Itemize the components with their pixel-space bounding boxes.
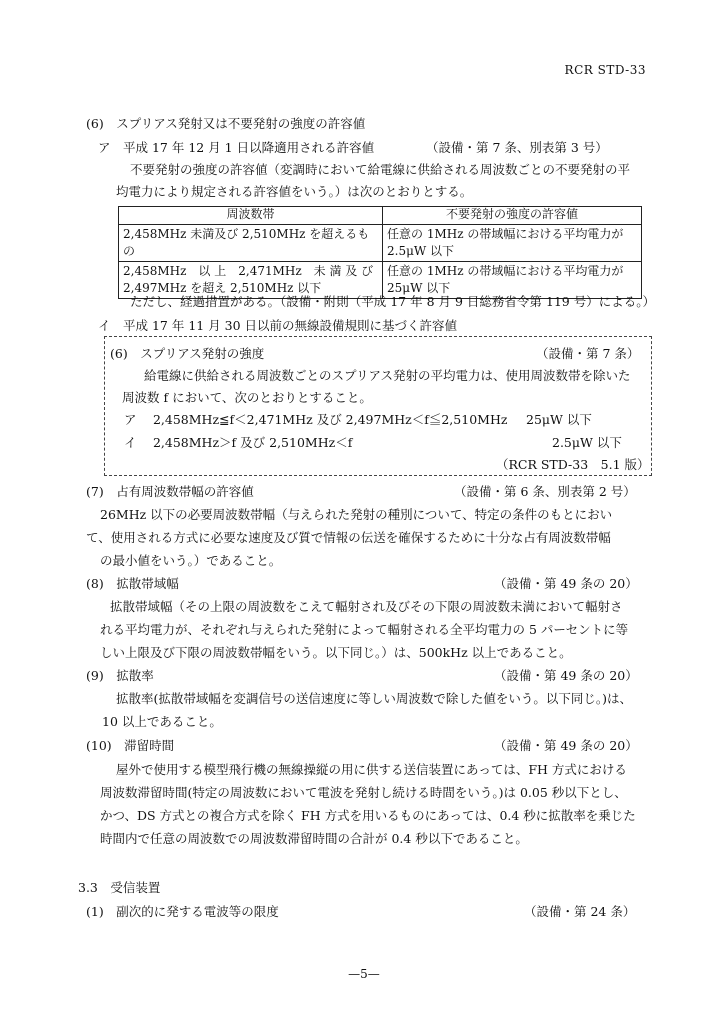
box-title: (6) スプリアス発射の強度: [110, 346, 265, 361]
section-10-paragraph-line: 周波数滞留時間(特定の周波数において電波を発射し続ける時間をいう。)は 0.05 秒以下とし、: [100, 785, 627, 800]
table-cell-line: 2.5μW 以下: [387, 244, 455, 258]
section-10-paragraph-line: かつ、DS 方式との複合方式を除く FH 方式を用いるものにあっては、0.4 秒に拡散率を乗じた: [100, 808, 636, 823]
box-list-item-value: 2.5μW 以下: [552, 435, 622, 450]
document-id-header: RCR STD-33: [564, 63, 646, 77]
table-cell-line: 任意の 1MHz の帯域幅における平均電力が: [387, 227, 624, 241]
section-3-3-item-1-reference: （設備・第 24 条）: [524, 904, 636, 919]
table-row: [119, 225, 642, 262]
section-10-reference: （設備・第 49 条の 20）: [494, 738, 638, 753]
emission-limit-table: [118, 206, 642, 299]
section-6a-paragraph-line: 均電力により規定される許容値をいう。）は次のとおりとする。: [116, 184, 473, 199]
table-cell-line: 2,458MHz 未満及び 2,510MHz を超えるも: [123, 227, 370, 241]
box-list-item: イ 2,458MHz＞f 及び 2,510MHz＜f: [124, 435, 353, 450]
box-list-item-value: 25μW 以下: [526, 412, 592, 427]
table-cell: [119, 262, 383, 299]
table-header-row: [119, 207, 642, 225]
section-10-paragraph-line: 時間内で任意の周波数での周波数滞留時間の合計が 0.4 秒以下であること。: [100, 831, 528, 846]
section-7-title: (7) 占有周波数帯幅の許容値: [86, 484, 254, 499]
section-9-title: (9) 拡散率: [86, 668, 154, 683]
section-7-paragraph-line: 26MHz 以下の必要周波数帯幅（与えられた発射の種別について、特定の条件のもとにおい: [100, 507, 613, 522]
table-cell: [383, 262, 642, 299]
section-6a-reference: （設備・第 7 条、別表第 3 号）: [426, 140, 608, 155]
table-header-frequency-band: 周波数帯: [119, 207, 383, 225]
section-6a-note: ただし、経過措置がある。（設備・附則（平成 17 年 8 月 9 日総務省令第 119 号）による。）: [130, 294, 655, 309]
section-3-3-title: 3.3 受信装置: [78, 880, 161, 895]
section-7-reference: （設備・第 6 条、別表第 2 号）: [454, 484, 636, 499]
section-7-paragraph-line: の最小値をいう。）であること。: [100, 553, 282, 568]
section-9-reference: （設備・第 49 条の 20）: [494, 668, 638, 683]
section-6-heading: (6) スプリアス発射又は不要発射の強度の許容値: [86, 116, 366, 131]
section-8-paragraph-line: れる平均電力が、それぞれ与えられた発射によって輻射される全平均電力の 5 パーセントに等: [100, 622, 629, 637]
section-6a-title: ア 平成 17 年 12 月 1 日以降適用される許容値: [98, 140, 375, 155]
table-cell-line: 2,497MHz を超え 2,510MHz 以下: [123, 281, 322, 295]
table-row: [119, 262, 642, 299]
table-cell: [383, 225, 642, 262]
box-reference: （設備・第 7 条）: [536, 346, 640, 361]
page-number: —5—: [348, 967, 380, 981]
section-10-paragraph-line: 屋外で使用する模型飛行機の無線操縦の用に供する送信装置にあっては、FH 方式における: [116, 762, 627, 777]
box-list-item: ア 2,458MHz≦f＜2,471MHz 及び 2,497MHz＜f≦2,510MHz: [124, 412, 508, 427]
table-cell: [119, 225, 383, 262]
section-8-reference: （設備・第 49 条の 20）: [494, 576, 638, 591]
table-header-emission-limit: 不要発射の強度の許容値: [383, 207, 642, 225]
section-10-title: (10) 滞留時間: [86, 738, 175, 753]
section-9-paragraph-line: 拡散率(拡散帯域幅を変調信号の送信速度に等しい周波数で除した値をいう。以下同じ。)は、: [116, 691, 633, 706]
section-8-paragraph-line: 拡散帯域幅（その上限の周波数をこえて輻射され及びその下限の周波数未満において輻射さ: [110, 599, 623, 614]
table-cell-line: 25μW 以下: [387, 281, 451, 295]
box-paragraph-line: 給電線に供給される周波数ごとのスプリアス発射の平均電力は、使用周波数帯を除いた: [144, 368, 631, 383]
section-6i-title: イ 平成 17 年 11 月 30 日以前の無線設備規則に基づく許容値: [98, 318, 458, 333]
table-cell-line: の: [123, 244, 136, 258]
table-cell-line: 2,458MHz 以 上 2,471MHz 未 満 及 び: [123, 264, 374, 278]
box-source-note: （RCR STD-33 5.1 版）: [496, 457, 650, 472]
section-9-paragraph-line: 10 以上であること。: [102, 714, 222, 729]
section-3-3-item-1: (1) 副次的に発する電波等の限度: [86, 904, 279, 919]
section-8-title: (8) 拡散帯域幅: [86, 576, 179, 591]
box-paragraph-line: 周波数 f において、次のとおりとすること。: [122, 390, 372, 405]
table-cell-line: 任意の 1MHz の帯域幅における平均電力が: [387, 264, 624, 278]
section-8-paragraph-line: しい上限及び下限の周波数帯幅をいう。以下同じ。）は、500kHz 以上であること。: [100, 645, 572, 660]
section-7-paragraph-line: て、使用される方式に必要な速度及び質で情報の伝送を確保するために十分な占有周波数帯幅: [86, 530, 611, 545]
section-6a-paragraph-line: 不要発射の強度の許容値（変調時において給電線に供給される周波数ごとの不要発射の平: [130, 162, 631, 177]
